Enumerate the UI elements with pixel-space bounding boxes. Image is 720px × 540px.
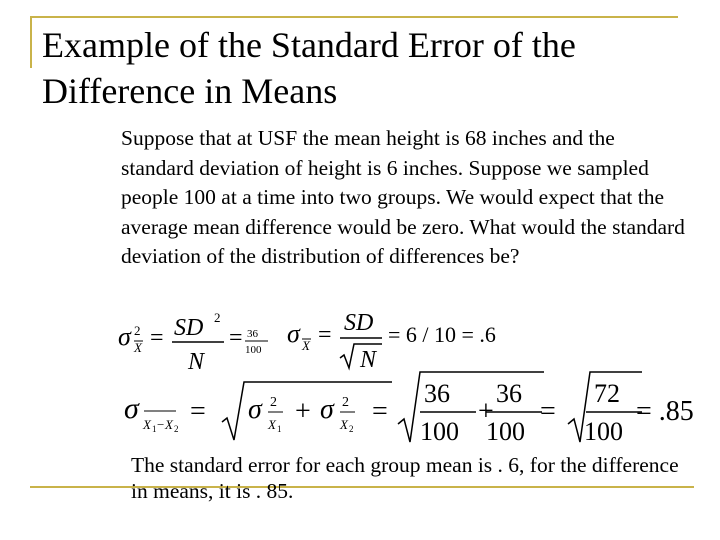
variance-numerator: SD xyxy=(174,315,204,341)
slide-title: Example of the Standard Error of the Difference in Means xyxy=(42,25,576,111)
svg-text:σ: σ xyxy=(287,319,300,348)
svg-text:+: + xyxy=(478,396,494,427)
svg-text:X: X xyxy=(143,417,151,432)
fraction2-numerator: 36 xyxy=(496,379,522,408)
svg-text:1: 1 xyxy=(277,424,282,434)
svg-text:X: X xyxy=(268,417,276,432)
variance-small-denominator: 100 xyxy=(245,344,262,356)
svg-text:=: = xyxy=(540,396,556,427)
svg-text:=: = xyxy=(372,396,388,427)
svg-text:σ: σ xyxy=(320,394,334,425)
svg-text:1: 1 xyxy=(152,424,157,434)
svg-text:2: 2 xyxy=(342,395,349,410)
svg-text:=: = xyxy=(150,325,164,351)
difference-result: = .85 xyxy=(636,396,694,427)
svg-text:2: 2 xyxy=(134,323,141,338)
frame-top-line xyxy=(30,16,678,18)
variance-small-numerator: 36 xyxy=(247,328,258,340)
svg-text:=: = xyxy=(229,325,243,351)
svg-text:X: X xyxy=(340,417,348,432)
svg-text:2: 2 xyxy=(174,424,179,434)
svg-text:σ: σ xyxy=(248,394,262,425)
fraction1-denominator: 100 xyxy=(420,417,459,446)
se-denominator: N xyxy=(360,347,377,373)
frame-left-line xyxy=(30,16,32,68)
svg-text:+: + xyxy=(295,396,311,427)
fraction1-numerator: 36 xyxy=(424,379,450,408)
svg-text:X: X xyxy=(165,417,173,432)
fraction3-denominator: 100 xyxy=(584,417,623,446)
svg-text:2: 2 xyxy=(270,395,277,410)
se-result: = 6 / 10 = .6 xyxy=(388,322,496,347)
svg-text:−: − xyxy=(157,417,165,432)
svg-text:σ: σ xyxy=(118,322,131,351)
svg-text:=: = xyxy=(318,322,332,348)
fraction2-denominator: 100 xyxy=(486,417,525,446)
svg-text:X: X xyxy=(302,338,310,353)
difference-equation xyxy=(120,368,710,450)
se-numerator: SD xyxy=(344,310,374,336)
problem-statement: Suppose that at USF the mean height is 68 inches and the standard deviation of height is 6 inches. Suppose we sampled people 100 at a time into two groups. We would expect that the average mean difference would be zero. What would the standard deviation of the distribution of differences be? xyxy=(121,126,685,268)
svg-text:=: = xyxy=(190,396,206,427)
svg-text:σ: σ xyxy=(124,392,139,425)
standard-error-equation xyxy=(282,306,512,376)
conclusion-text: The standard error for each group mean is . 6, for the difference in means, it is . 85. xyxy=(131,453,679,503)
fraction3-numerator: 72 xyxy=(594,379,620,408)
variance-denominator: N xyxy=(188,349,205,375)
svg-text:2: 2 xyxy=(349,424,354,434)
variance-exponent: 2 xyxy=(214,310,221,325)
svg-text:X: X xyxy=(134,340,142,355)
